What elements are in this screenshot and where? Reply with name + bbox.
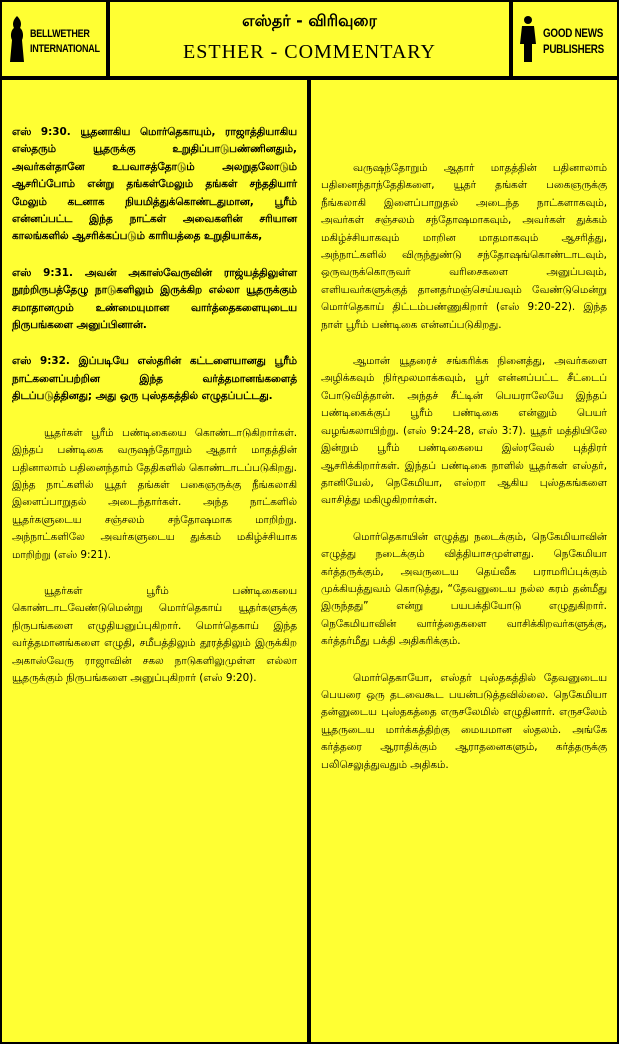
header-title-box <box>110 2 509 76</box>
commentary-paragraph: வருஷந்தோறும் ஆதார் மாதத்தின் பதினாலாம் பதினைந்தாந்தேதிகளை, யூதர் தங்கள் பகைஞருக்கு நீங்கலாகி இளைப்பாறுதல் அடைந்த நாட்களாகவும், அவர்கள் சஞ்சலம் சந்தோஷமாகவும், அவர்கள் துக்கம் மகிழ்ச்சியாகவும் மாறின மாதமாகவும் ஆசரித்து, அந்நாட்களில் விருந்துண்டு சந்தோஷங்கொண்டாடவும், ஒருவருக்கொருவர் வரிசைகளை அனுப்பவும், எளியவர்களுக்குத் தானதர்மஞ்செய்யவும் வேண்டுமென்று மொர்தெகாய் திட்டம்பண்ணுகிறார் (எஸ் 9:20-22). இந்த நாள் பூரீம் பண்டிகை என்னப்படுகிறது. <box>321 162 607 331</box>
left-column <box>2 80 307 1042</box>
logo-line-1: GOOD NEWS <box>543 26 604 40</box>
title-english: ESTHER - COMMENTARY <box>183 41 436 63</box>
logo-line-2: PUBLISHERS <box>543 42 604 56</box>
left-column-text <box>12 124 297 706</box>
title-tamil: எஸ்தர் - விரிவுரை <box>242 11 377 30</box>
commentary-paragraph: யூதர்கள் பூரீம் பண்டிகையை கொண்டாடுகிறார்கள். இந்தப் பண்டிகை வருஷந்தோறும் ஆதார் மாதத்தின் பதினாலாம் பதினைந்தாம் தேதிகளில் கொண்டாடப்படுகிறது. இந்த நாட்களில் யூதர் தங்கள் பகைஞருக்கு நீங்கலாகி இளைப்பாறுதல் அடைந்தார்கள். அந்த நாட்களில் யூதர்களுடைய சஞ்சலம் சந்தோஷமாக மாறிற்று. அந்நாட்களிலே அவர்களுடைய துக்கம் மகிழ்ச்சியாக மாறிற்று (எஸ் 9:21). <box>12 426 297 561</box>
figure-silhouette-icon <box>519 14 537 64</box>
right-column-text <box>321 160 607 793</box>
logo-line-2: INTERNATIONAL <box>30 43 100 55</box>
ram-silhouette-icon <box>8 14 26 64</box>
right-column <box>311 80 617 1042</box>
good-news-logo <box>513 2 617 76</box>
verse-paragraph: எஸ் 9:31. அவன் அகாஸ்வேருவின் ராஜ்யத்திலுள்ள நூற்றிருபத்தேழு நாடுகளிலும் இருக்கிற எல்லா யூதருக்கும் சமாதானமும் உண்மையுமான வார்த்தைகளையுடைய நிருபங்களை அனுப்பினான். <box>12 266 297 332</box>
header-left-logo-box <box>2 2 106 76</box>
bellwether-logo <box>2 2 106 76</box>
commentary-paragraph: ஆமான் யூதரைச் சங்கரிக்க நினைத்து, அவர்களை அழிக்கவும் நிர்மூலமாக்கவும், பூர் என்னப்பட்ட சீட்டைப் போடுவித்தான். அந்தச் சீட்டின் பெயராலேயே இந்தப் பண்டிகைக்குப் பூரீம் பண்டிகை என்னும் பெயர் வழங்கலாயிற்று. (எஸ் 9:24-28, எஸ் 3:7). யூதர் மத்தியிலே இன்றும் பூரீம் பண்டிகையை இஸ்ரவேல் புத்திரர் ஆசரிக்கிறார்கள். இந்தப் பண்டிகை நாளில் யூதர்கள் எஸ்தர், தானியேல், நெகேமியா, எஸ்றா ஆகிய புஸ்தகங்களை வாசித்து மகிழுகிறார்கள். <box>321 355 607 507</box>
commentary-paragraph: மொர்தெகாயின் எழுத்து நடைக்கும், நெகேமியாவின் எழுத்து நடைக்கும் வித்தியாசமுள்ளது. நெகேமியா கர்த்தருக்கும், அவருடைய தெய்வீக பராமரிப்புக்கும் முக்கியத்துவம் கொடுத்து, “தேவனுடைய நல்ல கரம் தன்மீது இருந்தது” என்று பயபக்தியோடு எழுதுகிறார். நெகேமியாவின் வார்த்தைகளை வாசிக்கிறவர்களுக்கு, கர்த்தர்மீது பக்தி அதிகரிக்கும். <box>321 530 607 648</box>
header-right-logo-box <box>513 2 617 76</box>
verse-paragraph: எஸ் 9:30. யூதனாகிய மொர்தெகாயும், ராஜாத்தியாகிய எஸ்தரும் யூதருக்கு உறுதிப்பாடுபண்ணினதும், அவர்கள்தானே உபவாசத்தோடும் அலறுதலோடும் ஆசரிப்போம் என்று தங்கள்மேலும் தங்கள் சந்ததியார் மேலும் கடனாக நியமித்துக்கொண்டதுமான, பூரீம் என்னப்பட்ட இந்த நாட்கள் அவைகளின் சரியான காலங்களில் ஆசரிக்கப்படும் காரியத்தை உறுதியாக்க, <box>12 126 297 243</box>
commentary-paragraph: மொர்தெகாயோ, எஸ்தர் புஸ்தகத்தில் தேவனுடைய பெயரை ஒரு தடவைகூட பயன்படுத்தவில்லை. நெகேமியா தன்னுடைய புஸ்தகத்தை எருசலேமில் எழுதினார். எருசலேம் யூதருடைய மார்க்கத்திற்கு மையமான ஸ்தலம். அங்கே கர்த்தரை ஆராதிக்கும் ஆராதனைகளும், கர்த்தருக்கு பலிசெலுத்துவதும் அதிகம். <box>321 671 607 771</box>
logo-line-1: BELLWETHER <box>30 28 90 40</box>
commentary-paragraph: யூதர்கள் பூரீம் பண்டிகையை கொண்டாடவேண்டுமென்று மொர்தெகாய் யூதர்களுக்கு நிருபங்களை எழுதியனுப்புகிறார். மொர்தெகாய் இந்த வர்த்தமானங்களை எழுதி, சமீபத்திலும் தூரத்திலும் இருக்கிற அகாஸ்வேரு ராஜாவின் சகல நாடுகளிலுமுள்ள எல்லா யூதருக்கும் நிருபங்களை அனுப்புகிறார் (எஸ் 9:20). <box>12 584 297 684</box>
verse-paragraph: எஸ் 9:32. இப்படியே எஸ்தரின் கட்டளையானது பூரீம் நாட்களைப்பற்றின இந்த வர்த்தமானங்களைத் திடப்படுத்தினது; அது ஒரு புஸ்தகத்தில் எழுதப்பட்டது. <box>12 355 297 403</box>
